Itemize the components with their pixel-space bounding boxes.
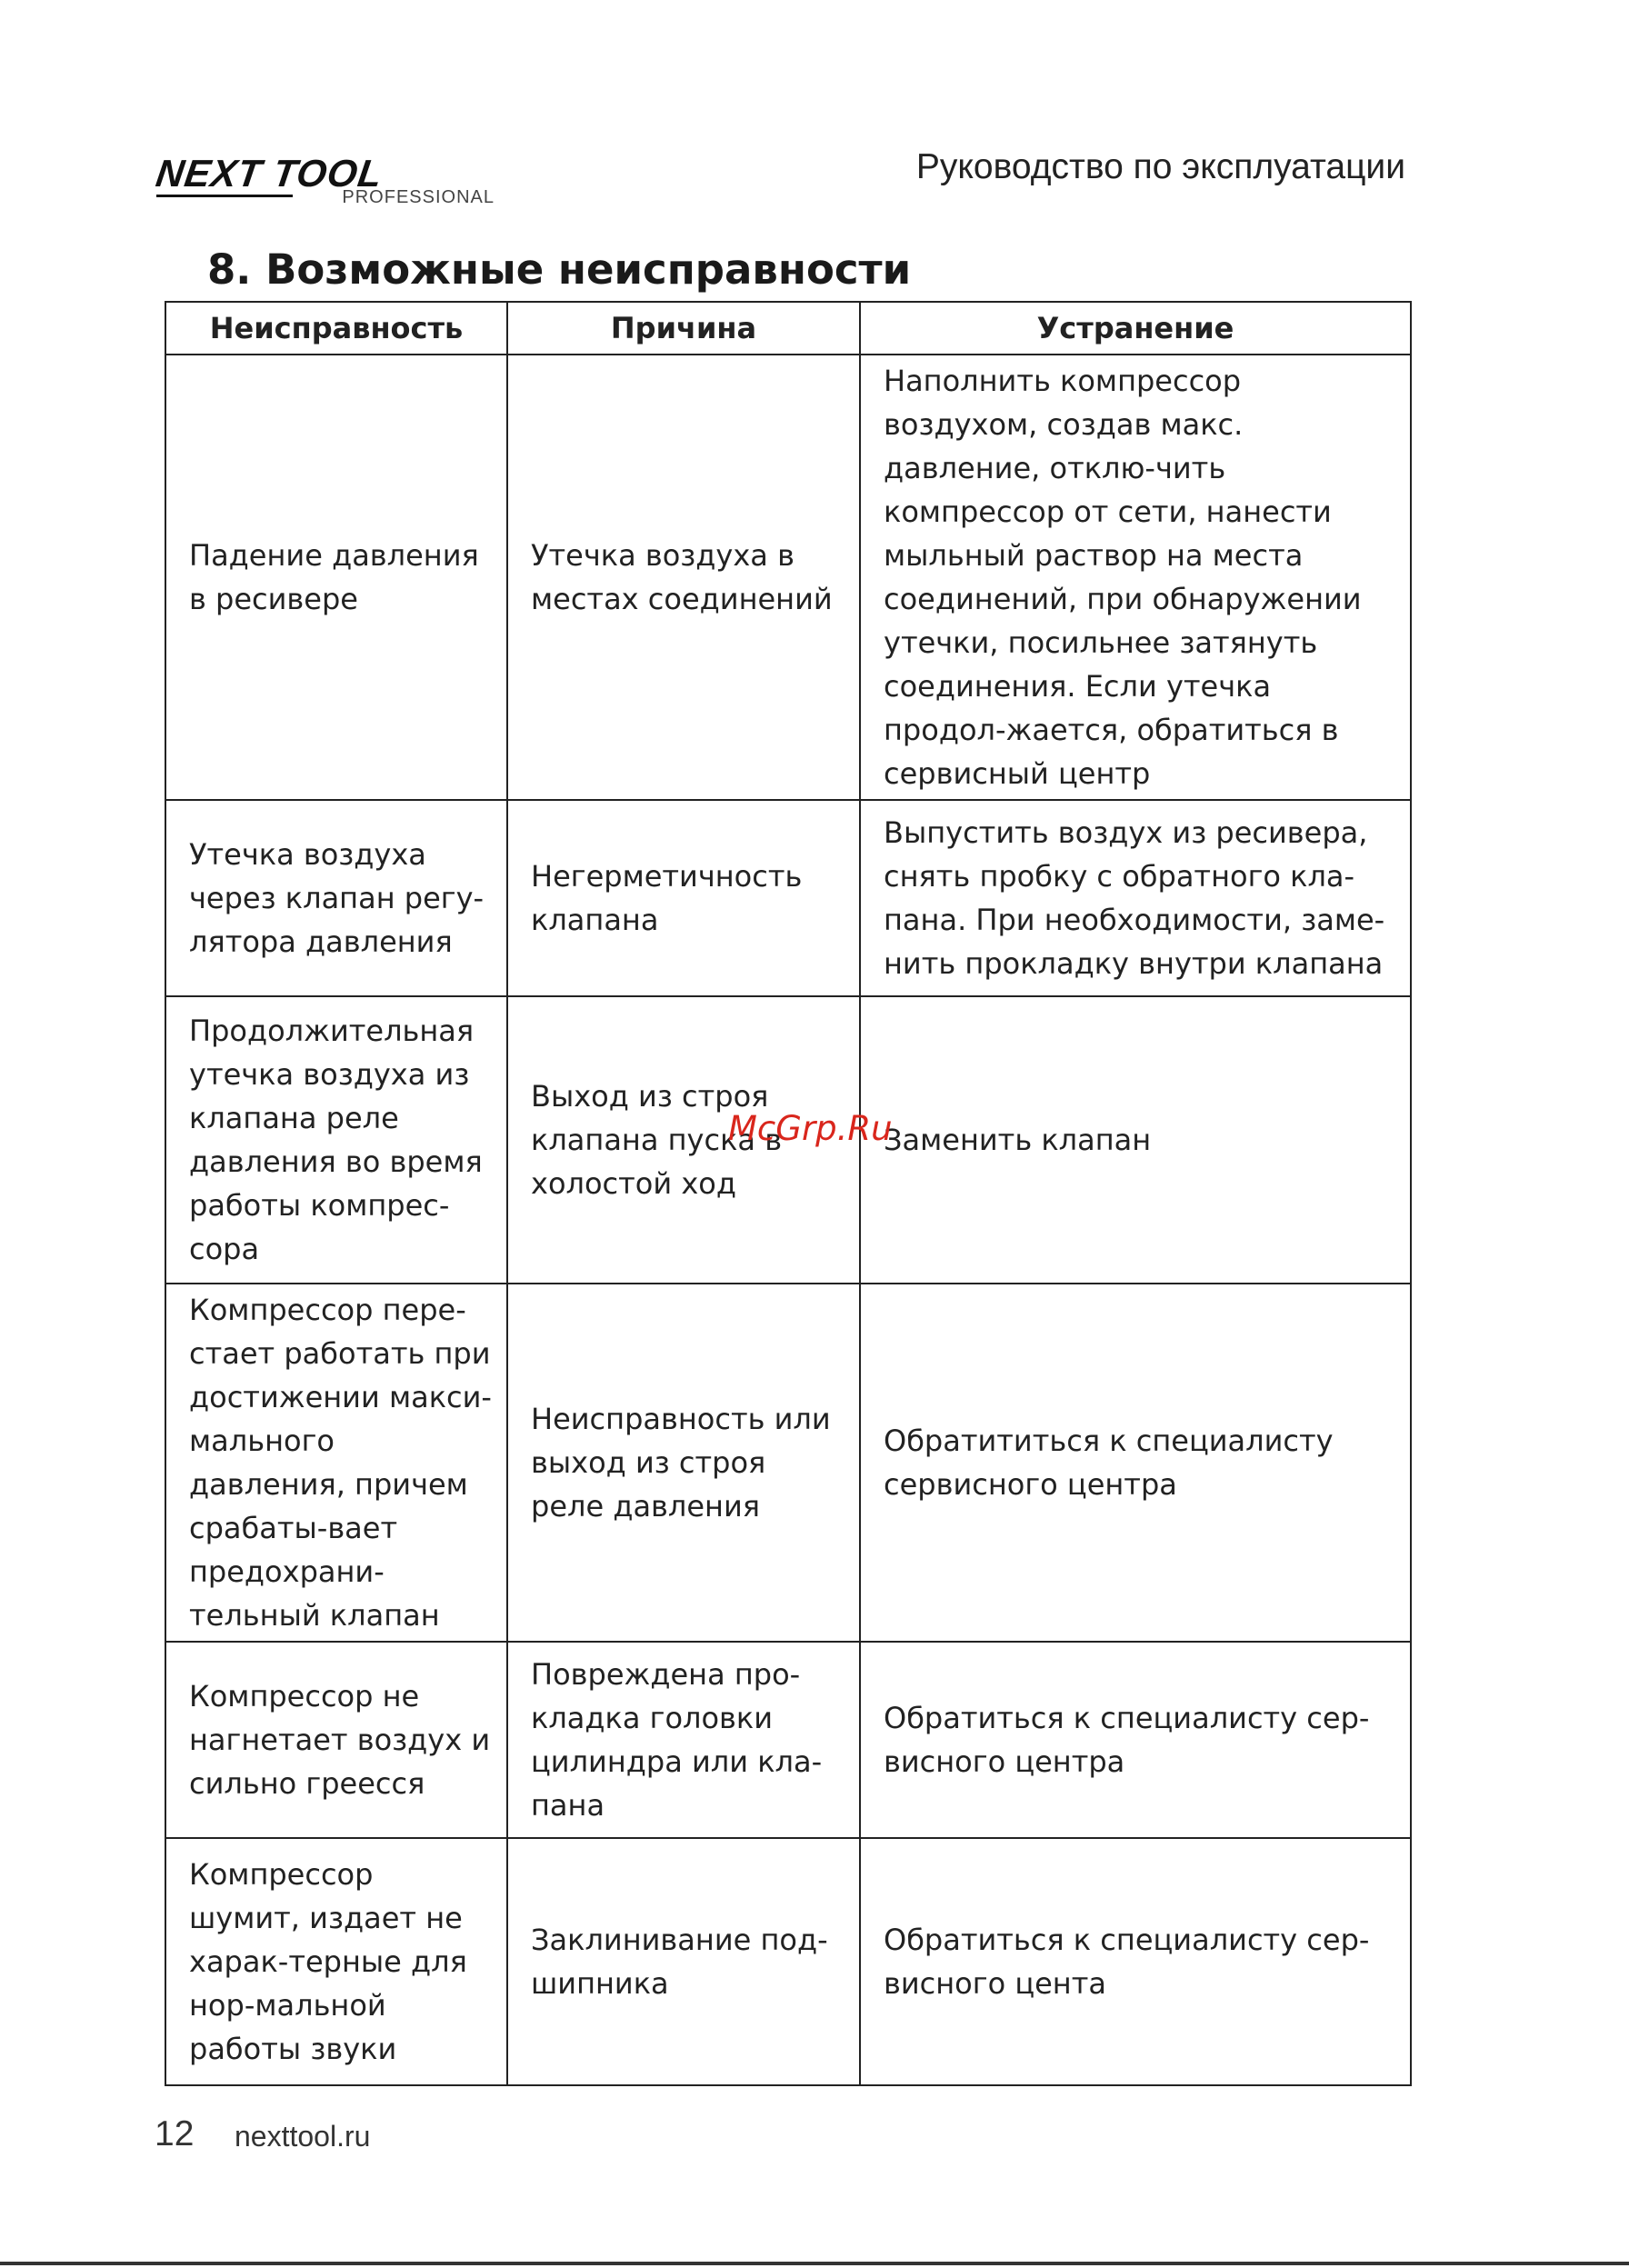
cell-fix: Обратититься к специалисту сервисного центра — [860, 1284, 1411, 1642]
header-cause: Причина — [507, 302, 860, 355]
cell-fix: Выпустить воздух из ресивера, снять пробку с обратного кла-пана. При необходимости, заме-нить прокладку внутри клапана — [860, 800, 1411, 996]
cell-cause: Заклинивание под-шипника — [507, 1838, 860, 2085]
logo-main-text: NEXT TOOL — [153, 152, 385, 195]
logo-sub-text: PROFESSIONAL — [342, 187, 495, 207]
page-number: 12 — [155, 2114, 195, 2153]
table-row — [165, 1284, 1411, 1642]
cell-cause: Негерметичность клапана — [507, 800, 860, 996]
section-title: 8. Возможные неисправности — [207, 245, 912, 294]
logo-underline — [156, 195, 293, 197]
cell-fix: Наполнить компрессор воздухом, создав макс. давление, отклю-чить компрессор от сети, нанести мыльный раствор на места соединений, при обнаружении утечки, посильнее затянуть соединения. Если утечка продол-жается, обратиться в сервисный центр — [860, 355, 1411, 800]
table-row — [165, 1838, 1411, 2085]
header-fix: Устранение — [860, 302, 1411, 355]
manual-title: Руководство по эксплуатации — [915, 147, 1405, 186]
cell-cause: Повреждена про-кладка головки цилиндра или кла-пана — [507, 1642, 860, 1838]
cell-cause: Выход из строя клапана пуска в холостой ход — [507, 996, 860, 1284]
footer-site-link[interactable]: nexttool.ru — [235, 2120, 371, 2153]
table-row — [165, 800, 1411, 996]
cell-fault: Компрессор пере-стает работать при достижении макси-мального давления, причем срабаты-вает предохрани-тельный клапан — [165, 1284, 507, 1642]
header-fault: Неисправность — [165, 302, 507, 355]
cell-fix: Обратиться к специалисту сер-висного цента — [860, 1838, 1411, 2085]
cell-fault: Компрессор шумит, издает не харак-терные для нор-мальной работы звуки — [165, 1838, 507, 2085]
cell-fault: Компрессор не нагнетает воздух и сильно греесся — [165, 1642, 507, 1838]
cell-fix: Заменить клапан — [860, 996, 1411, 1284]
cell-fault: Продолжительная утечка воздуха из клапана реле давления во время работы компрес-сора — [165, 996, 507, 1284]
bottom-rule — [0, 2262, 1629, 2265]
cell-fault: Падение давления в ресивере — [165, 355, 507, 800]
table-header-row — [165, 302, 1411, 355]
cell-fix: Обратиться к специалисту сер-висного центра — [860, 1642, 1411, 1838]
cell-fault: Утечка воздуха через клапан регу-лятора давления — [165, 800, 507, 996]
table-row — [165, 355, 1411, 800]
faults-table — [165, 301, 1412, 2086]
cell-cause: Неисправность или выход из строя реле давления — [507, 1284, 860, 1642]
table-row — [165, 1642, 1411, 1838]
watermark: McGrp.Ru — [728, 1109, 893, 1148]
cell-cause: Утечка воздуха в местах соединений — [507, 355, 860, 800]
brand-logo — [153, 152, 495, 207]
